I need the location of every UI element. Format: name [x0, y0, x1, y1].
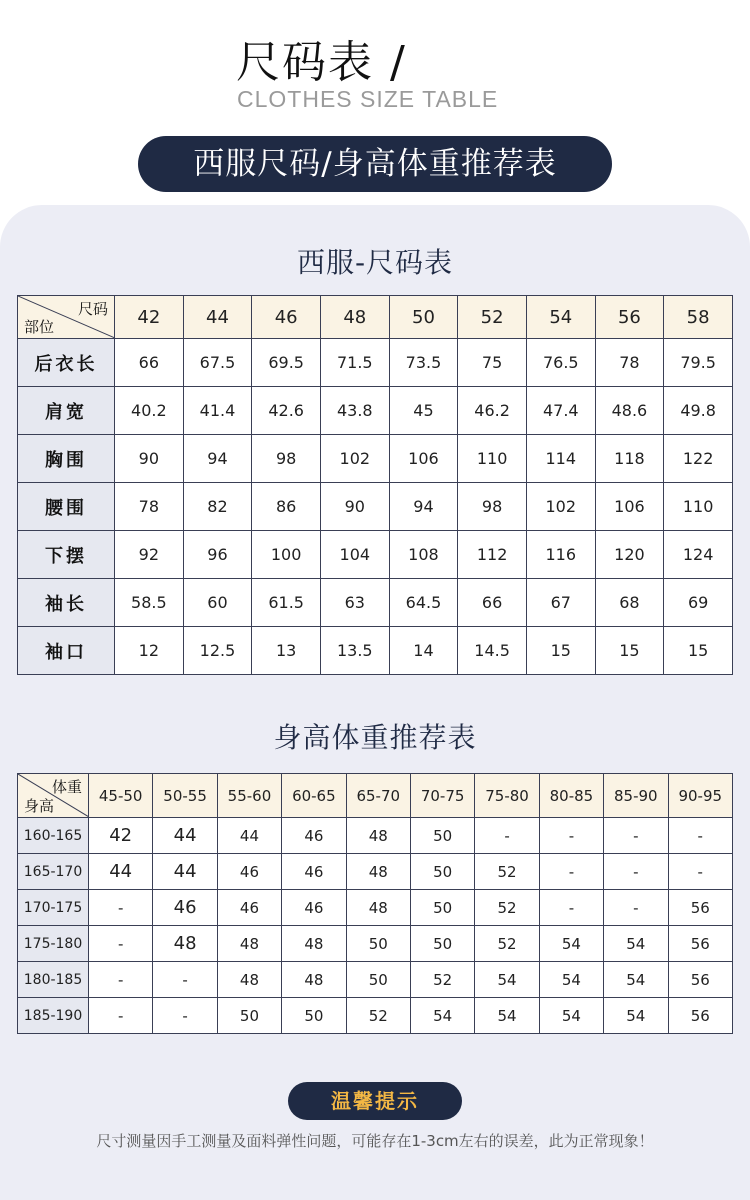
table-cell: 15	[526, 627, 595, 675]
row-label-cell: 袖长	[18, 579, 115, 627]
row-label-cell: 腰围	[18, 483, 115, 531]
row-label-cell: 170-175	[18, 890, 89, 926]
row-label-cell: 180-185	[18, 962, 89, 998]
table-cell: 114	[526, 435, 595, 483]
row-label-cell: 胸围	[18, 435, 115, 483]
table-cell: 90	[320, 483, 389, 531]
table-cell: 48.6	[595, 387, 664, 435]
table-cell: 122	[664, 435, 733, 483]
table-cell: 96	[183, 531, 252, 579]
table-cell: 43.8	[320, 387, 389, 435]
table-cell: 116	[526, 531, 595, 579]
tip-badge: 温馨提示	[288, 1082, 462, 1120]
table-cell: 42.6	[252, 387, 321, 435]
table-cell: -	[89, 962, 153, 998]
table-cell: 73.5	[389, 339, 458, 387]
row-label-cell: 下摆	[18, 531, 115, 579]
table-cell: 14	[389, 627, 458, 675]
table-cell: 52	[346, 998, 410, 1034]
table-cell: 14.5	[458, 627, 527, 675]
table-cell: 12	[115, 627, 184, 675]
table-cell: 48	[346, 818, 410, 854]
table-cell: -	[539, 890, 603, 926]
table-row	[18, 962, 733, 998]
table-cell: 54	[604, 926, 668, 962]
section-banner: 西服尺码/身高体重推荐表	[138, 136, 612, 192]
row-label-cell: 175-180	[18, 926, 89, 962]
table-cell: 120	[595, 531, 664, 579]
page-subtitle: CLOTHES SIZE TABLE	[237, 86, 499, 112]
header	[0, 0, 750, 205]
table-cell: 54	[604, 998, 668, 1034]
table-cell: 44	[153, 818, 217, 854]
suit-table-title: 西服-尺码表	[296, 246, 454, 279]
row-label-cell: 160-165	[18, 818, 89, 854]
weight-header-cell: 50-55	[153, 774, 217, 818]
table-header-row	[18, 296, 733, 339]
table-cell: 90	[115, 435, 184, 483]
table-cell: 50	[282, 998, 346, 1034]
table-row	[18, 531, 733, 579]
table-cell: 106	[389, 435, 458, 483]
table-cell: 50	[410, 854, 474, 890]
table-cell: 52	[475, 854, 539, 890]
table-cell: 54	[539, 998, 603, 1034]
table-cell: -	[153, 998, 217, 1034]
tip-text: 尺寸测量因手工测量及面料弹性问题，可能存在1-3cm左右的误差，此为正常现象！	[96, 1132, 654, 1150]
table-cell: 56	[668, 998, 732, 1034]
table-cell: 50	[410, 818, 474, 854]
table-cell: 78	[595, 339, 664, 387]
table-cell: 79.5	[664, 339, 733, 387]
corner-label-top: 体重	[51, 778, 82, 796]
table-cell: 56	[668, 962, 732, 998]
table-cell: -	[475, 818, 539, 854]
table-cell: 44	[217, 818, 281, 854]
table-cell: 82	[183, 483, 252, 531]
table-row	[18, 339, 733, 387]
table-row	[18, 854, 733, 890]
table-cell: 63	[320, 579, 389, 627]
size-header-cell: 42	[115, 296, 184, 339]
table-cell: -	[89, 890, 153, 926]
table-cell: 52	[475, 890, 539, 926]
size-header-cell: 52	[458, 296, 527, 339]
table-row	[18, 818, 733, 854]
size-header-cell: 50	[389, 296, 458, 339]
table-cell: -	[89, 926, 153, 962]
table-cell: 48	[282, 926, 346, 962]
table-cell: -	[668, 854, 732, 890]
table-cell: 15	[595, 627, 664, 675]
table-cell: 110	[458, 435, 527, 483]
weight-header-cell: 45-50	[89, 774, 153, 818]
table-row	[18, 387, 733, 435]
table-cell: 46	[282, 818, 346, 854]
table-cell: 46	[217, 854, 281, 890]
table-cell: 50	[346, 962, 410, 998]
table-cell: 86	[252, 483, 321, 531]
size-header-cell: 58	[664, 296, 733, 339]
table-cell: 46	[217, 890, 281, 926]
page-title: 尺码表 /	[236, 37, 407, 88]
table-cell: 48	[217, 926, 281, 962]
weight-header-cell: 85-90	[604, 774, 668, 818]
table-cell: 13	[252, 627, 321, 675]
size-header-cell: 56	[595, 296, 664, 339]
table-cell: 56	[668, 926, 732, 962]
table-cell: 54	[410, 998, 474, 1034]
table-cell: 46	[153, 890, 217, 926]
size-header-cell: 44	[183, 296, 252, 339]
table-cell: 68	[595, 579, 664, 627]
corner-label-bottom: 部位	[24, 318, 55, 336]
table-cell: 67	[526, 579, 595, 627]
table-cell: 44	[153, 854, 217, 890]
row-label-cell: 185-190	[18, 998, 89, 1034]
table-cell: 124	[664, 531, 733, 579]
table-cell: 94	[389, 483, 458, 531]
table-cell: 106	[595, 483, 664, 531]
table-cell: 102	[320, 435, 389, 483]
table-cell: 64.5	[389, 579, 458, 627]
weight-header-cell: 75-80	[475, 774, 539, 818]
table-cell: 41.4	[183, 387, 252, 435]
table-cell: 61.5	[252, 579, 321, 627]
table-cell: 54	[475, 962, 539, 998]
table-cell: -	[604, 818, 668, 854]
table-cell: 118	[595, 435, 664, 483]
recommend-table-title: 身高体重推荐表	[273, 721, 477, 754]
table-cell: 50	[346, 926, 410, 962]
table-cell: 48	[217, 962, 281, 998]
table-cell: 45	[389, 387, 458, 435]
table-cell: 52	[475, 926, 539, 962]
table-cell: 48	[346, 854, 410, 890]
weight-header-cell: 70-75	[410, 774, 474, 818]
suit-size-table	[17, 295, 733, 675]
table-cell: 46	[282, 854, 346, 890]
table-row	[18, 998, 733, 1034]
table-cell: -	[604, 890, 668, 926]
table-cell: 44	[89, 854, 153, 890]
table-cell: 78	[115, 483, 184, 531]
table-cell: 76.5	[526, 339, 595, 387]
table-cell: 98	[458, 483, 527, 531]
table-cell: 60	[183, 579, 252, 627]
table-cell: 54	[539, 962, 603, 998]
corner-label-bottom: 身高	[24, 797, 55, 815]
table-cell: 54	[539, 926, 603, 962]
table-row	[18, 890, 733, 926]
table-row	[18, 483, 733, 531]
table-cell: 66	[458, 579, 527, 627]
weight-header-cell: 90-95	[668, 774, 732, 818]
row-label-cell: 165-170	[18, 854, 89, 890]
table-cell: -	[153, 962, 217, 998]
table-header-row	[18, 774, 733, 818]
size-header-cell: 54	[526, 296, 595, 339]
table-cell: 48	[153, 926, 217, 962]
table-row	[18, 579, 733, 627]
table-cell: -	[539, 818, 603, 854]
table-cell: 50	[410, 926, 474, 962]
corner-header-cell	[18, 296, 115, 339]
table-cell: 54	[604, 962, 668, 998]
table-cell: 67.5	[183, 339, 252, 387]
table-cell: 104	[320, 531, 389, 579]
table-cell: 52	[410, 962, 474, 998]
table-cell: 92	[115, 531, 184, 579]
table-cell: 46	[282, 890, 346, 926]
table-cell: 98	[252, 435, 321, 483]
table-cell: 75	[458, 339, 527, 387]
row-label-cell: 后衣长	[18, 339, 115, 387]
table-cell: 42	[89, 818, 153, 854]
table-cell: 94	[183, 435, 252, 483]
table-cell: 69	[664, 579, 733, 627]
weight-header-cell: 55-60	[217, 774, 281, 818]
table-cell: 108	[389, 531, 458, 579]
table-row	[18, 627, 733, 675]
table-cell: 69.5	[252, 339, 321, 387]
table-cell: 48	[282, 962, 346, 998]
table-cell: 46.2	[458, 387, 527, 435]
table-cell: 15	[664, 627, 733, 675]
table-cell: 50	[410, 890, 474, 926]
table-row	[18, 435, 733, 483]
table-cell: 100	[252, 531, 321, 579]
row-label-cell: 肩宽	[18, 387, 115, 435]
recommend-table	[17, 773, 733, 1034]
size-header-cell: 46	[252, 296, 321, 339]
row-label-cell: 袖口	[18, 627, 115, 675]
table-cell: 49.8	[664, 387, 733, 435]
corner-label-top: 尺码	[77, 300, 108, 318]
table-cell: 56	[668, 890, 732, 926]
table-cell: 47.4	[526, 387, 595, 435]
table-cell: -	[604, 854, 668, 890]
table-cell: 40.2	[115, 387, 184, 435]
table-cell: 102	[526, 483, 595, 531]
table-cell: 58.5	[115, 579, 184, 627]
table-cell: 66	[115, 339, 184, 387]
table-cell: 13.5	[320, 627, 389, 675]
table-cell: 110	[664, 483, 733, 531]
table-cell: 12.5	[183, 627, 252, 675]
table-cell: 71.5	[320, 339, 389, 387]
size-header-cell: 48	[320, 296, 389, 339]
table-cell: -	[668, 818, 732, 854]
weight-header-cell: 65-70	[346, 774, 410, 818]
weight-header-cell: 60-65	[282, 774, 346, 818]
corner-header-cell	[18, 774, 89, 818]
table-row	[18, 926, 733, 962]
table-cell: 50	[217, 998, 281, 1034]
table-cell: -	[89, 998, 153, 1034]
table-cell: 112	[458, 531, 527, 579]
weight-header-cell: 80-85	[539, 774, 603, 818]
table-cell: 54	[475, 998, 539, 1034]
table-cell: -	[539, 854, 603, 890]
table-cell: 48	[346, 890, 410, 926]
